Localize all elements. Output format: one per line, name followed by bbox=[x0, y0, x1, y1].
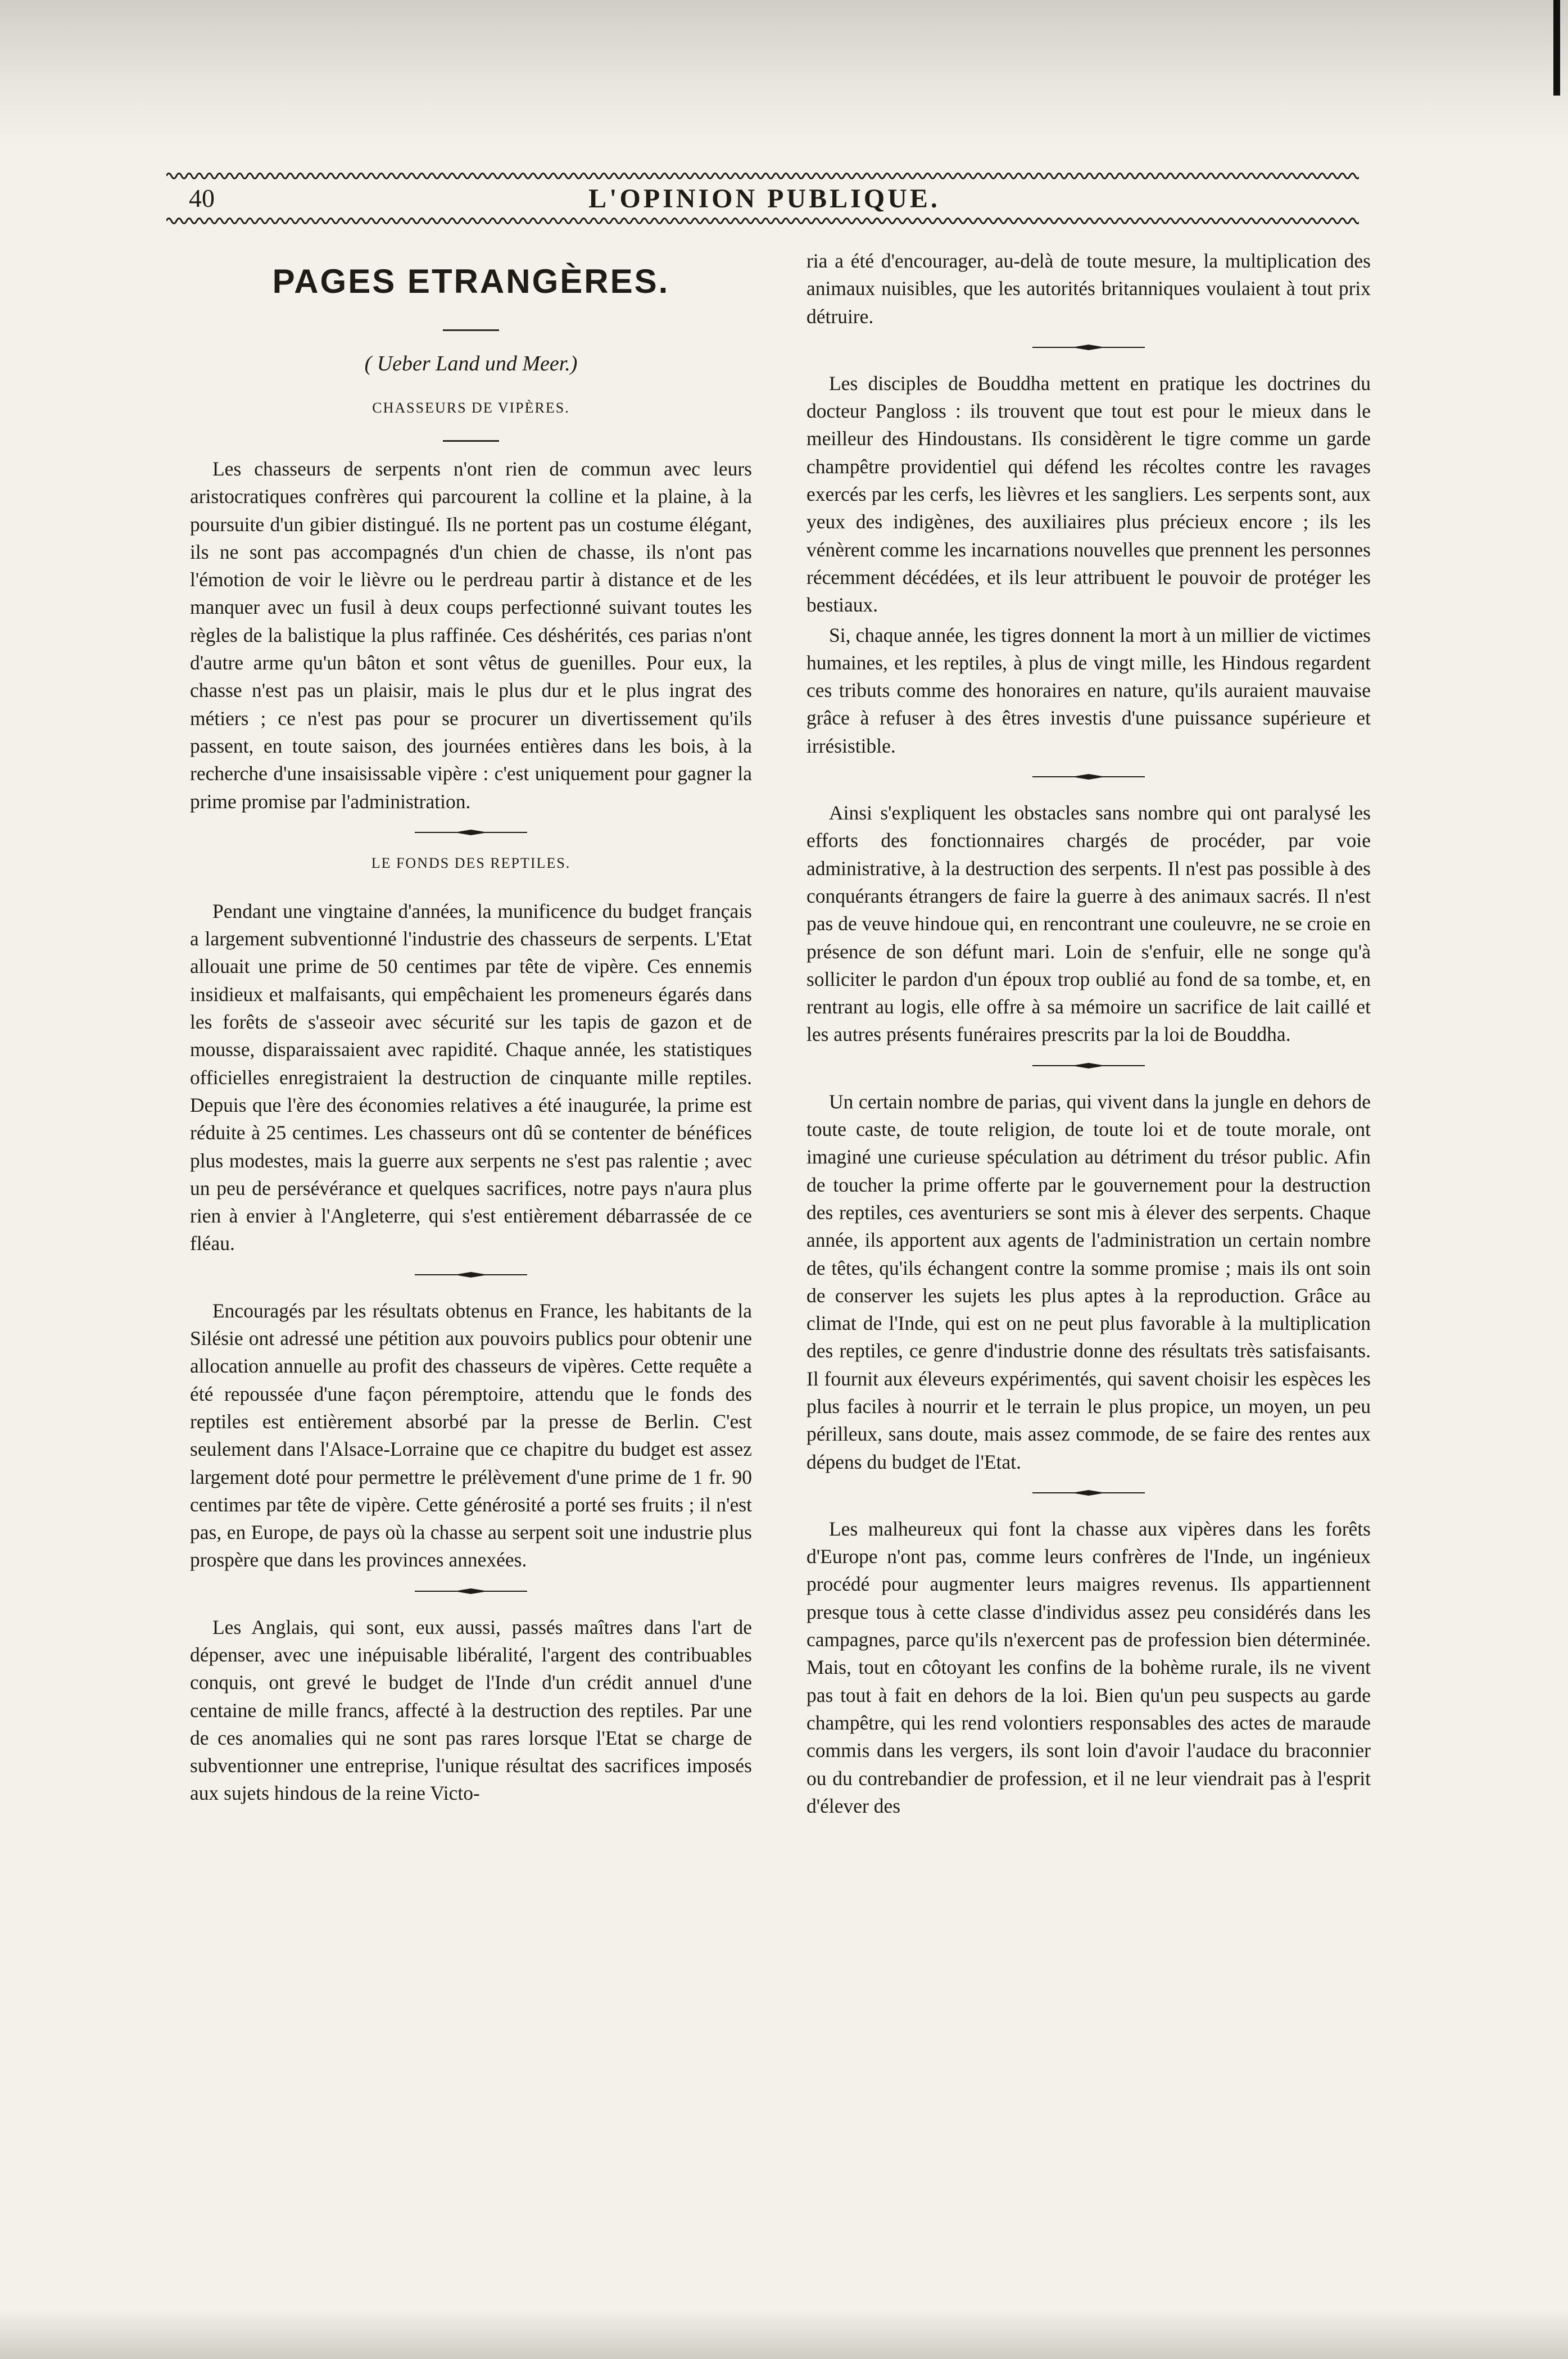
title-rule bbox=[443, 329, 499, 331]
article-paragraph: Les Anglais, qui sont, eux aussi, passés maîtres dans l'art de dépenser, avec une inépuisable libéralité, l'argent des contribuables conquis, ont grevé le budget de l'Inde d'un crédit annuel d'une centaine de mille francs, affecté à la destruction des reptiles. Par une de ces anomalies qui ne sont pas rares lorsque l'Etat se charge de subventionner une entreprise, l'unique résultat des sacrifices imposés aux sujets hindous de la reine Victo- bbox=[190, 1615, 752, 1805]
article-paragraph: Les malheureux qui font la chasse aux vipères dans les forêts d'Europe n'ont pas, comme leurs confrères de l'Inde, un ingénieux procédé pour augmenter leurs maigres revenus. Ils appartiennent presque tous à cette classe d'individus assez peu considérés dans les campagnes, parce qu'ils n'exercent pas de profession bien déterminée. Mais, tout en côtoyant les confins de la bohème rurale, ils ne vivent pas tout à fait en dehors de la loi. Bien qu'un peu suspects au garde champêtre, qui les rend volontiers responsables des actes de maraude commis dans les vergers, ils sont loin d'avoir l'audace du braconnier ou du contrebandier de profession, et il ne leur viendrait pas à l'esprit d'élever des bbox=[806, 1517, 1371, 1817]
right-column bbox=[806, 247, 1371, 1820]
subhead-fonds: LE FONDS DES REPTILES. bbox=[371, 854, 571, 871]
running-title: L'OPINION PUBLIQUE. bbox=[588, 184, 940, 214]
article-paragraph-continued: ria a été d'encourager, au-delà de toute mesure, la multiplication des animaux nuisibles, que les autorités britanniques voulaient à tout prix détruire. bbox=[806, 250, 1371, 328]
article-paragraph: Les disciples de Bouddha mettent en pratique les doctrines du docteur Pangloss : ils trouvent que tout est pour le mieux dans le meilleur des Hindoustans. Ils considèrent le tigre comme un garde champêtre providentiel qui défend les récoltes contre les ravages exercés par les cerfs, les lièvres et les sangliers. Les serpents sont, aux yeux des indigènes, des auxiliaires plus précieux encore ; ils les vénèrent comme les incarnations nouvelles que prennent les personnes récemment décédées, et ils leur attribuent le pouvoir de protéger les bestiaux. bbox=[806, 372, 1371, 617]
source-line: ( Ueber Land und Meer.) bbox=[364, 352, 578, 375]
left-column bbox=[190, 247, 752, 1808]
ornamental-divider bbox=[1032, 1061, 1145, 1070]
scan-edge-mark bbox=[1553, 0, 1560, 96]
page-number: 40 bbox=[189, 184, 215, 212]
article-paragraph: Pendant une vingtaine d'années, la munificence du budget français a largement subventionné l'industrie des chasseurs de serpents. L'Etat allouait une prime de 50 centimes par tête de vipère. Ces ennemis insidieux et malfaisants, qui empêchaient les promeneurs égarés dans les forêts de s'asseoir avec sécurité sur les tapis de gazon et de mousse, disparaissaient avec rapidité. Chaque année, les statistiques officielles enregistraient la destruction de cinquante mille reptiles. Depuis que l'ère des économies relatives a été inaugurée, la prime est réduite à 25 centimes. Les chasseurs ont dû se contenter de bénéfices plus modestes, mais la guerre aux serpents ne s'est pas ralentie ; avec un peu de persévérance et quelques sacrifices, notre pays n'aura plus rien à envier à l'Angleterre, qui s'est entièrement débarrassée de ce fléau. bbox=[190, 899, 752, 1255]
article-paragraph: Les chasseurs de serpents n'ont rien de commun avec leurs aristocratiques confrères qui parcourent la colline et la plaine, à la poursuite d'un gibier distingué. Ils ne portent pas un costume élégant, ils ne sont pas accompagnés d'un chien de chasse, ils n'ont pas l'émotion de voir le lièvre ou le perdreau partir à distance et de les manquer avec un fusil à deux coups perfectionné suivant toutes les règles de la balistique la plus raffinée. Ces déshérités, ces parias n'ont d'autre arme qu'un bâton et sont vêtus de guenilles. Pour eux, la chasse n'est pas un plaisir, mais le plus dur et le plus ingrat des métiers ; ce n'est pas pour se procurer un divertissement qu'ils passent, en toute saison, des journées entières dans les bois, à la recherche d'une insaisissable vipère : c'est uniquement pour gagner la prime promise par l'administration. bbox=[190, 458, 752, 813]
article-paragraph: Ainsi s'expliquent les obstacles sans nombre qui ont paralysé les efforts des fonctionnaires chargés de procéder, par voie administrative, à la destruction des serpents. Il n'est pas possible à des conquérants étrangers de faire la guerre à des animaux sacrés. Il n'est pas de veuve hindoue qui, en rencontrant une couleuvre, ne se croie en présence de son défunt mari. Loin de s'enfuir, elle ne songe qu'à solliciter le pardon d'un époux trop oublié au fond de sa tombe, et, en rentrant au logis, elle offre à sa mémoire un sacrifice de lait caillé et les autres présents funéraires prescrits par la loi de Bouddha. bbox=[806, 802, 1371, 1046]
header-wavy-rule-bottom bbox=[166, 215, 1359, 227]
ornamental-divider bbox=[1032, 1488, 1145, 1497]
ornamental-divider bbox=[415, 828, 527, 837]
article-paragraph: Un certain nombre de parias, qui vivent dans la jungle en dehors de toute caste, de toute religion, de toute loi et de toute morale, ont imaginé une curieuse spéculation au détriment du trésor public. Afin de toucher la prime offerte par le gouvernement pour la destruction des reptiles, ces aventuriers se sont mis à élever des serpents. Chaque année, ils apportent aux agents de l'administration un certain nombre de têtes, qu'ils échangent contre la somme promise ; mais ils ont soin de conserver les sujets les plus aptes à la reproduction. Grâce au climat de l'Inde, qui est on ne peut plus favorable à la multiplication des reptiles, ce genre d'industrie donne des résultats très satisfaisants. Il fournit aux éleveurs expérimentés, qui savent choisir les espèces les plus faciles à nourrir et le terrain le plus propice, un moyen, un peu périlleux, sans doute, mais assez commode, de se faire des rentes aux dépens du budget de l'Etat. bbox=[806, 1090, 1371, 1473]
running-header bbox=[169, 181, 1360, 214]
article-paragraph: Si, chaque année, les tigres donnent la mort à un millier de victimes humaines, et les reptiles, à plus de vingt mille, les Hindous regardent ces tributs comme des honoraires en nature, qu'ils auraient mauvaise grâce à refuser à des êtres investis d'une puissance supérieure et irrésistible. bbox=[806, 623, 1371, 757]
header-wavy-rule-top bbox=[166, 170, 1359, 182]
ornamental-divider bbox=[415, 1270, 527, 1279]
ornamental-divider bbox=[415, 1587, 527, 1596]
ornamental-divider bbox=[1032, 772, 1145, 781]
paper-texture-top bbox=[0, 0, 1568, 146]
article-paragraph: Encouragés par les résultats obtenus en France, les habitants de la Silésie ont adressé une pétition aux pouvoirs publics pour obtenir une allocation annuelle au profit des chasseurs de vipères. Cette requête a été repoussée d'une façon péremptoire, attendu que le fonds des reptiles est entièrement absorbé par la presse de Berlin. C'est seulement dans l'Alsace-Lorraine que ce chapitre du budget est assez largement doté pour permettre le prélèvement d'une prime de 1 fr. 90 centimes par tête de vipère. Cette générosité a porté ses fruits ; il n'est pas, en Europe, de pays où la chasse au serpent soit une industrie plus prospère que dans les provinces annexées. bbox=[190, 1299, 752, 1572]
paper-texture-bottom bbox=[0, 2308, 1568, 2359]
subhead-rule bbox=[443, 440, 499, 442]
ornamental-divider bbox=[1032, 343, 1145, 352]
subhead-chasseurs: CHASSEURS DE VIPÈRES. bbox=[372, 400, 570, 416]
section-title: PAGES ETRANGÈRES. bbox=[272, 262, 670, 300]
